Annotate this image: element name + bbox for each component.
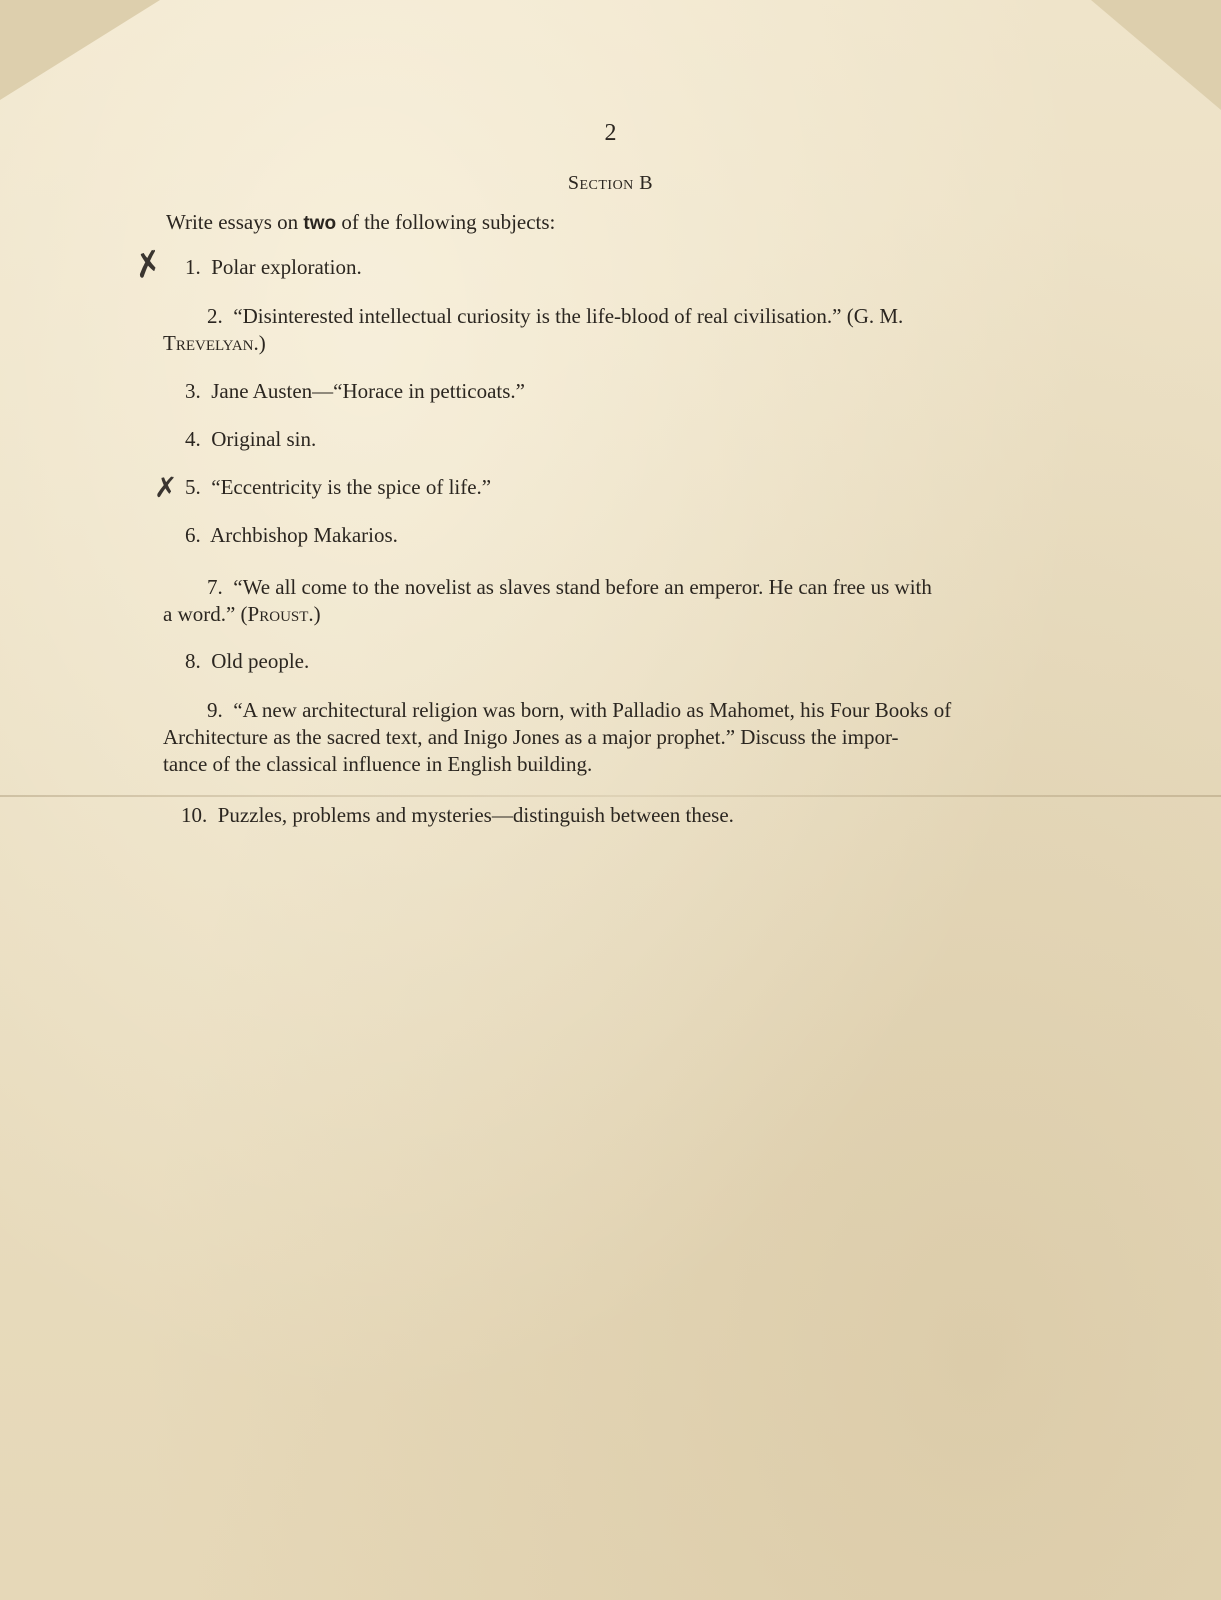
question-text-end: tance of the classical influence in English building. — [163, 752, 593, 776]
question-7 — [163, 574, 1053, 628]
section-title: Section B — [567, 172, 654, 194]
question-1 — [185, 254, 1075, 281]
question-8 — [185, 648, 1075, 675]
handwritten-x-mark-icon: ✗ — [130, 242, 167, 288]
question-number: 1. — [185, 255, 201, 279]
question-10 — [181, 802, 1071, 829]
instruction-emphasis: two — [303, 213, 337, 234]
instruction-before: Write essays on — [166, 210, 304, 234]
question-number: 5. — [185, 475, 201, 499]
question-author: Proust — [247, 602, 309, 626]
question-number: 2. — [207, 304, 223, 328]
question-4 — [185, 426, 1075, 453]
question-text: “Disinterested intellectual curiosity is the life-blood of real civilisation.” (G. M. — [233, 304, 904, 328]
question-number: 6. — [185, 523, 201, 547]
paper-fold-line — [0, 795, 1221, 797]
page-number: 2 — [604, 120, 617, 146]
question-text: “A new architectural religion was born, with Palladio as Mahomet, his Four Books of — [233, 698, 952, 722]
question-number: 10. — [181, 803, 208, 827]
folded-corner-right — [1091, 0, 1221, 110]
instruction-after: of the following subjects: — [336, 210, 556, 234]
question-9 — [163, 697, 1053, 778]
question-text: Polar exploration. — [211, 255, 362, 279]
question-number: 3. — [185, 379, 201, 403]
handwritten-x-mark-icon: ✗ — [154, 471, 178, 504]
question-author: Trevelyan.) — [163, 331, 266, 355]
question-text: “We all come to the novelist as slaves stand before an emperor. He can free us with — [233, 575, 932, 599]
question-6 — [185, 522, 1075, 549]
question-text: Original sin. — [211, 427, 317, 451]
question-text: Archbishop Makarios. — [210, 523, 398, 547]
question-3 — [185, 378, 1075, 405]
question-text: Jane Austen—“Horace in petticoats.” — [211, 379, 525, 403]
instruction-text — [166, 210, 555, 235]
question-number: 9. — [207, 698, 223, 722]
question-text: “Eccentricity is the spice of life.” — [211, 475, 492, 499]
question-5 — [185, 474, 1075, 501]
question-2 — [163, 303, 1053, 357]
question-number: 7. — [207, 575, 223, 599]
question-text-continued: Architecture as the sacred text, and Inigo Jones as a major prophet.” Discuss the impor- — [163, 725, 899, 749]
folded-corner-left — [0, 0, 160, 100]
question-text: Old people. — [211, 649, 310, 673]
question-text: Puzzles, problems and mysteries—distinguish between these. — [217, 803, 734, 827]
question-number: 8. — [185, 649, 201, 673]
question-text-continued: a word.” ( — [163, 602, 248, 626]
question-number: 4. — [185, 427, 201, 451]
question-text-end: .) — [308, 602, 321, 626]
